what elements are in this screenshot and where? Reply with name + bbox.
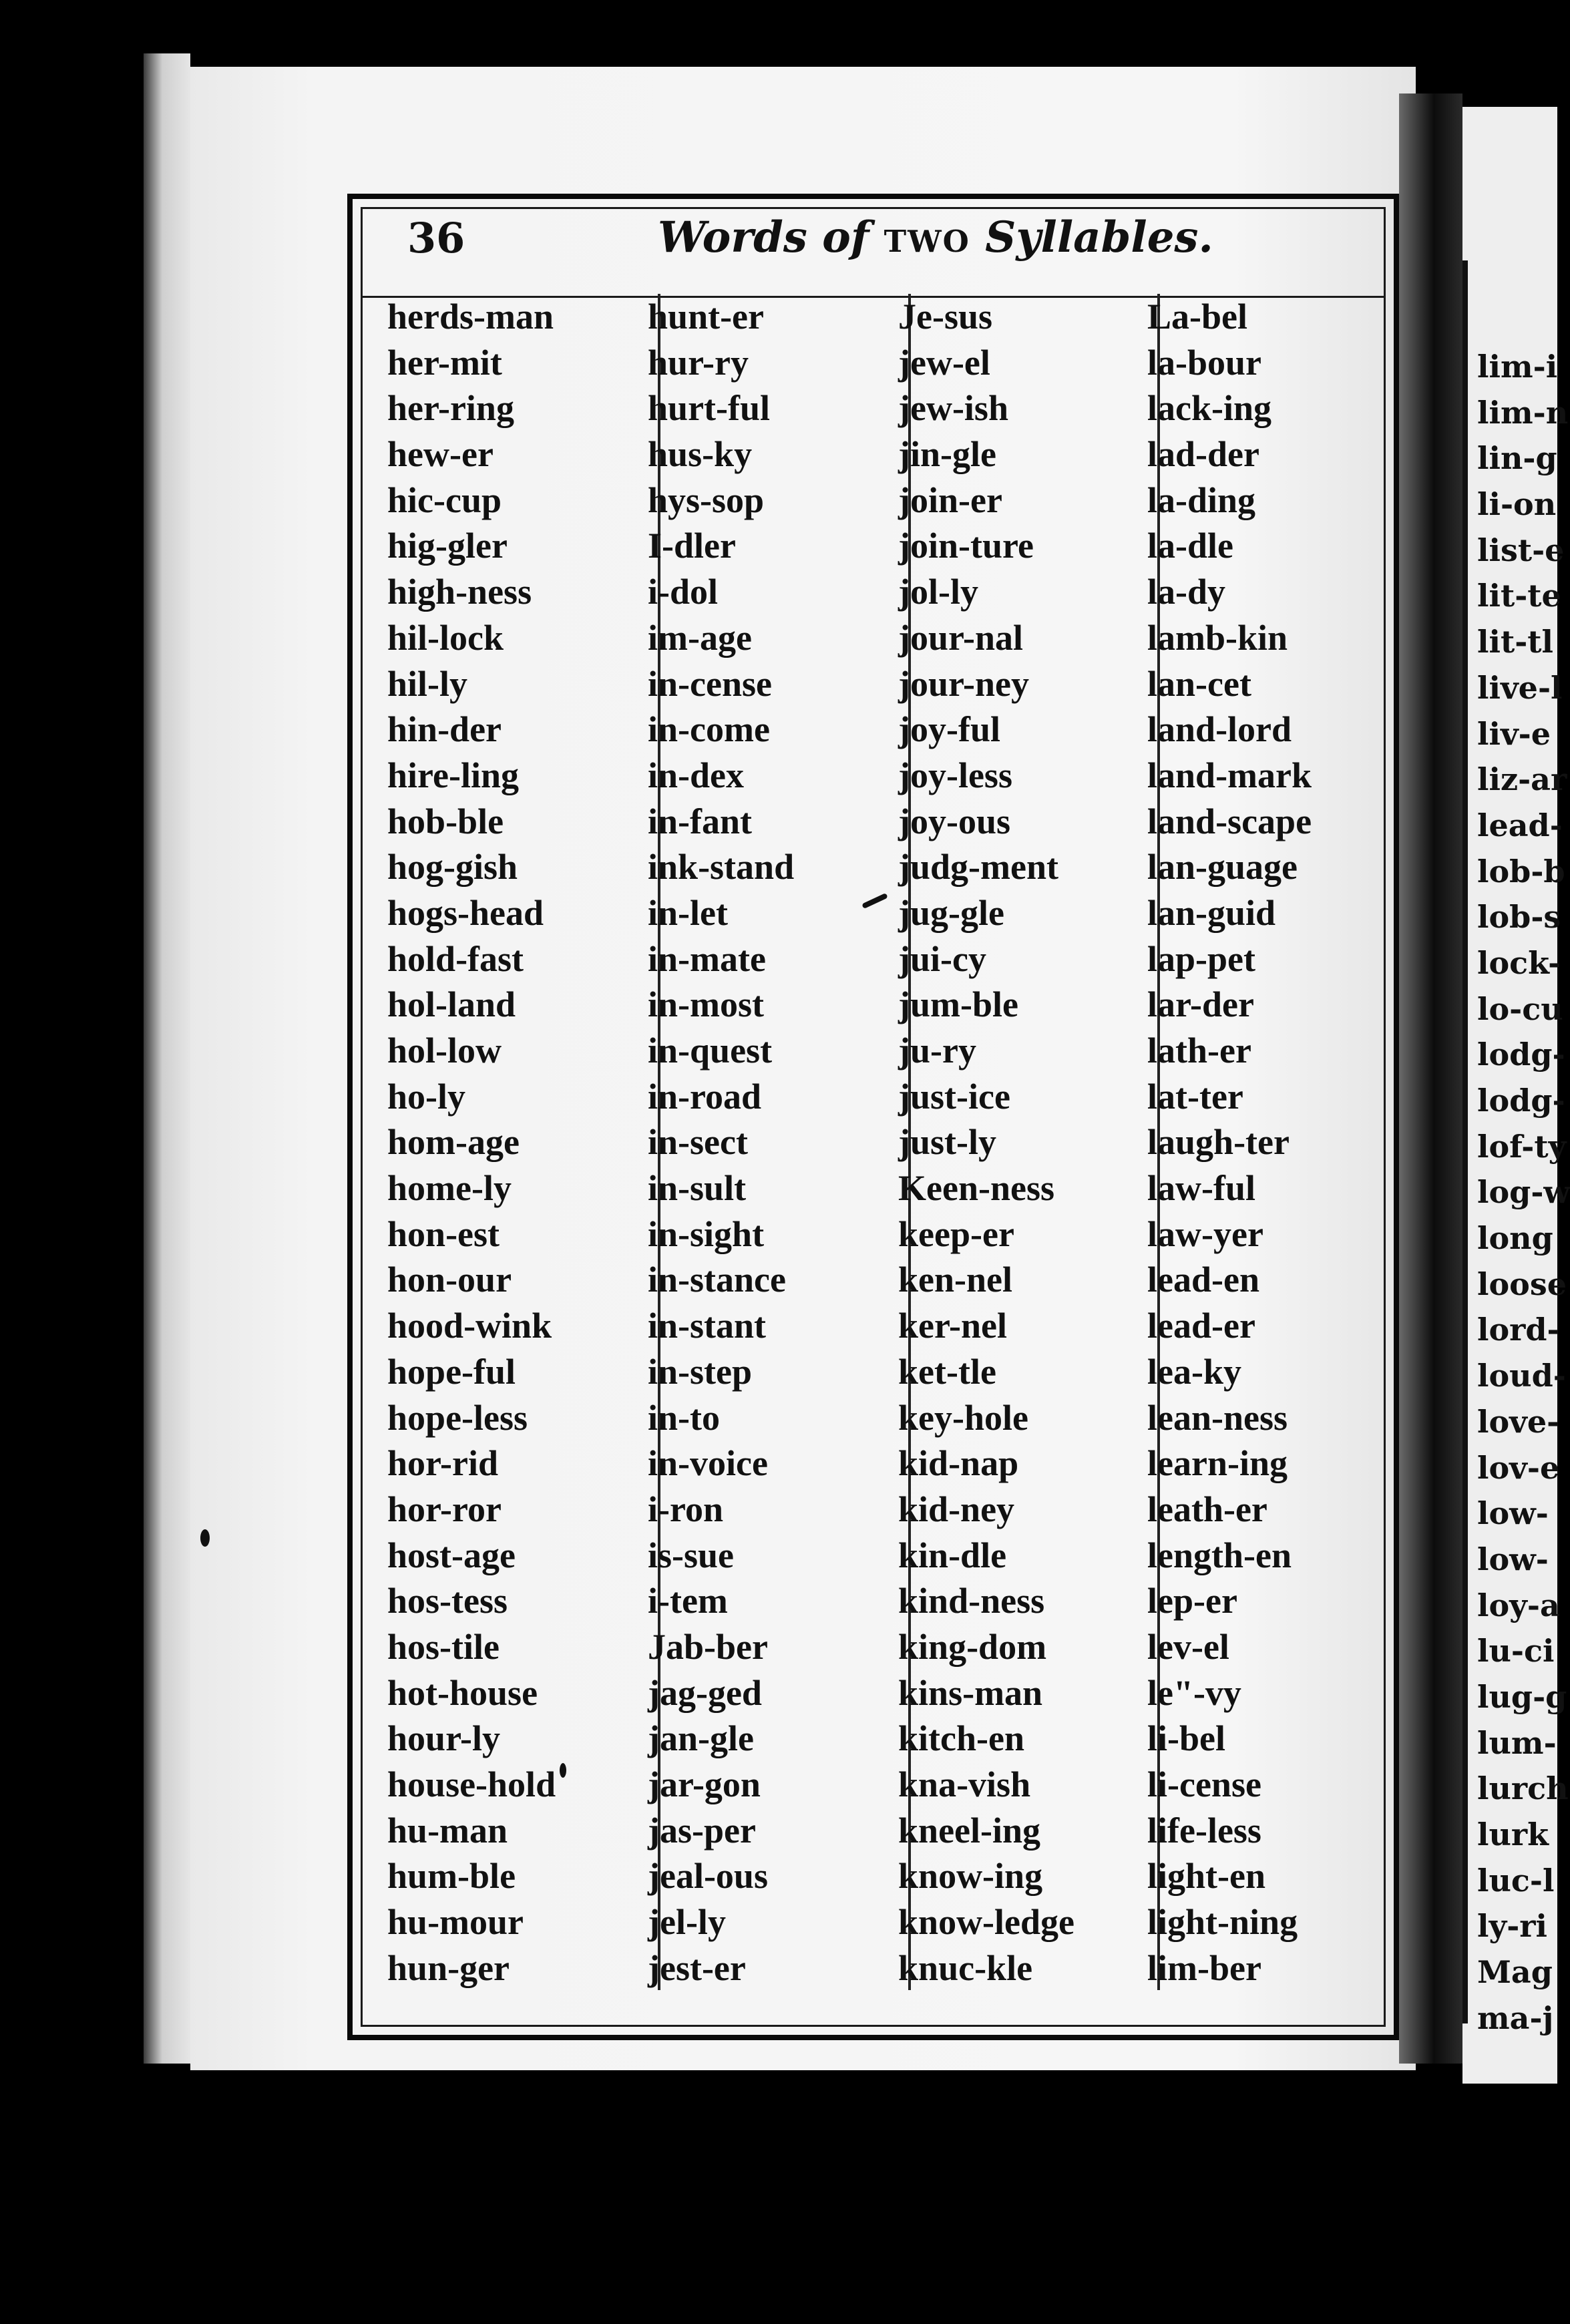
word-entry: lev-el [1147,1626,1229,1667]
word-entry: hope-less [387,1397,528,1438]
word-entry: hob-ble [387,801,504,841]
word-entry: la-ding [1147,479,1256,520]
ink-speck [200,1529,210,1547]
ink-speck [560,1763,566,1778]
facing-word-fragment: lov-e [1477,1449,1560,1486]
facing-word-fragment: lit-tl [1477,624,1554,660]
word-entry: ket-tle [898,1351,996,1392]
facing-word-fragment: liv-e [1477,715,1551,752]
word-entry: hin-der [387,709,502,750]
word-entry: hil-ly [387,663,468,704]
facing-word-fragment: luc-l [1477,1862,1555,1899]
word-entry: knuc-kle [898,1947,1033,1988]
word-entry: hil-lock [387,617,504,658]
word-entry: kid-nap [898,1443,1019,1484]
word-entry: lep-er [1147,1581,1237,1621]
word-entry: just-ice [898,1076,1010,1117]
word-entry: law-ful [1147,1168,1255,1209]
word-entry: hig-gler [387,526,508,566]
word-entry: ker-nel [898,1306,1007,1346]
word-entry: jui-cy [898,938,986,979]
facing-word-fragment: lim-i [1477,349,1558,385]
word-entry: hur-ry [648,342,749,383]
word-entry: joy-ous [898,801,1011,841]
word-entry: hogs-head [387,892,544,933]
word-entry: lead-er [1147,1306,1255,1346]
word-entry: in-stance [648,1260,786,1300]
word-entry: jour-nal [898,617,1023,658]
facing-word-fragment: li-on [1477,486,1557,523]
facing-word-fragment: lob-b [1477,853,1565,890]
word-entry: host-age [387,1535,516,1575]
word-entry: jest-er [648,1947,746,1988]
facing-word-fragment: low- [1477,1495,1549,1532]
word-entry: hu-man [387,1810,508,1851]
word-entry: in-stant [648,1306,767,1346]
word-entry: jew-ish [898,388,1008,429]
word-entry: la-dy [1147,572,1226,612]
word-entry: high-ness [387,572,532,612]
word-entry: lath-er [1147,1030,1251,1071]
word-entry: hum-ble [387,1856,516,1897]
facing-word-fragment: lum- [1477,1724,1557,1761]
page-gutter-shadow [1399,93,1462,2064]
word-entry: lack-ing [1147,388,1272,429]
word-entry: hew-er [387,434,494,475]
word-entry: learn-ing [1147,1443,1288,1484]
word-entry: li-cense [1147,1764,1261,1804]
word-entry: jas-per [648,1810,756,1851]
word-entry: king-dom [898,1626,1047,1667]
word-entry: la-dle [1147,526,1233,566]
word-entry: in-voice [648,1443,768,1484]
word-entry: home-ly [387,1168,512,1209]
word-entry: hun-ger [387,1947,510,1988]
page-number: 36 [407,214,465,262]
word-entry: jew-el [898,342,990,383]
word-entry: jan-gle [648,1718,754,1759]
word-entry: light-en [1147,1856,1266,1897]
word-entry: in-sect [648,1122,748,1163]
facing-frame-line [1462,260,1468,2023]
word-entry: hot-house [387,1672,538,1713]
word-entry: lamb-kin [1147,617,1288,658]
facing-word-fragment: loud- [1477,1358,1566,1394]
word-entry: in-fant [648,801,753,841]
word-entry: land-mark [1147,755,1312,795]
word-entry: li-bel [1147,1718,1225,1759]
word-entry: i-dol [648,572,719,612]
word-entry: jel-ly [648,1902,726,1943]
word-entry: in-sight [648,1213,765,1254]
word-entry: hire-ling [387,755,520,795]
facing-word-fragment: lurch [1477,1770,1569,1807]
word-entry: hour-ly [387,1718,501,1759]
word-entry: in-let [648,892,728,933]
facing-page-fragment [1462,107,1570,2084]
word-entry: lan-cet [1147,663,1251,704]
word-entry: lap-pet [1147,938,1255,979]
word-entry: join-er [898,479,1002,520]
facing-word-fragment: lob-s [1477,899,1561,936]
word-entry: land-scape [1147,801,1312,841]
word-entry: Keen-ness [898,1168,1054,1209]
word-entry: jour-ney [898,663,1029,704]
word-entry: in-to [648,1397,720,1438]
word-entry: length-en [1147,1535,1292,1575]
word-entry: hood-wink [387,1306,552,1346]
word-entry: hic-cup [387,479,502,520]
facing-word-fragment: loose [1477,1266,1567,1302]
word-entry: kins-man [898,1672,1043,1713]
facing-word-fragment: lo-cu [1477,990,1563,1027]
word-entry: ink-stand [648,847,795,888]
word-entry: land-lord [1147,709,1292,750]
word-column-3 [898,294,1074,1991]
word-column-1 [387,294,556,1991]
facing-word-fragment: lord- [1477,1312,1560,1348]
word-entry: hus-ky [648,434,753,475]
word-entry: hope-ful [387,1351,516,1392]
word-entry: lim-ber [1147,1947,1261,1988]
word-entry: la-bour [1147,342,1262,383]
word-entry: jum-ble [898,984,1018,1025]
word-entry: i-ron [648,1489,724,1529]
word-entry: hom-age [387,1122,520,1163]
word-entry: jug-gle [898,892,1004,933]
word-entry: her-ring [387,388,514,429]
word-entry: in-come [648,709,770,750]
word-entry: joy-ful [898,709,1000,750]
word-entry: hor-rid [387,1443,498,1484]
word-entry: herds-man [387,297,554,337]
word-entry: know-ledge [898,1902,1075,1943]
word-entry: hu-mour [387,1902,524,1943]
word-entry: I-dler [648,526,736,566]
word-entry: kneel-ing [898,1810,1041,1851]
facing-word-fragment: low- [1477,1541,1549,1577]
word-entry: in-cense [648,663,772,704]
facing-word-fragment: lin-g [1477,440,1557,477]
word-entry: hurt-ful [648,388,771,429]
facing-word-fragment: lodg- [1477,1036,1565,1073]
word-entry: kitch-en [898,1718,1024,1759]
word-entry: lan-guage [1147,847,1298,888]
word-entry: im-age [648,617,752,658]
facing-word-fragment: ly-ri [1477,1908,1548,1945]
word-entry: her-mit [387,342,502,383]
word-column-4 [1147,294,1312,1991]
word-entry: in-mate [648,938,766,979]
running-head [658,212,1213,262]
word-entry: in-quest [648,1030,773,1071]
word-entry: lean-ness [1147,1397,1288,1438]
facing-word-fragment: lock- [1477,944,1561,981]
word-entry: le"-vy [1147,1672,1241,1713]
word-entry: in-dex [648,755,745,795]
facing-word-fragment: lug-g [1477,1678,1567,1715]
word-entry: house-hold [387,1764,556,1804]
facing-word-fragment: Mag [1477,1954,1553,1991]
word-entry: judg-ment [898,847,1058,888]
word-entry: lead-en [1147,1260,1259,1300]
word-entry: kna-vish [898,1764,1031,1804]
word-entry: key-hole [898,1397,1028,1438]
word-entry: hos-tess [387,1581,508,1621]
word-entry: law-yer [1147,1213,1263,1254]
word-entry: hunt-er [648,297,764,337]
word-entry: ju-ry [898,1030,976,1071]
facing-word-fragment: log-w [1477,1174,1570,1211]
word-entry: life-less [1147,1810,1261,1851]
word-entry: in-road [648,1076,762,1117]
word-entry: keep-er [898,1213,1014,1254]
word-entry: is-sue [648,1535,735,1575]
word-entry: jag-ged [648,1672,762,1713]
word-column-2 [648,294,794,1991]
word-entry: lad-der [1147,434,1259,475]
facing-word-fragment: lurk [1477,1816,1549,1853]
facing-word-fragment: lim-n [1477,394,1569,431]
book-binding-edge [144,53,190,2064]
facing-word-fragment: liz-ar [1477,761,1567,798]
word-entry: just-ly [898,1122,996,1163]
word-entry: leath-er [1147,1489,1267,1529]
word-entry: jar-gon [648,1764,761,1804]
facing-page-word-list [1477,344,1570,2041]
word-entry: hol-land [387,984,516,1025]
word-entry: Je-sus [898,297,993,337]
facing-word-fragment: long [1477,1220,1553,1257]
word-entry: hon-est [387,1213,500,1254]
facing-word-fragment: loy-a [1477,1587,1560,1623]
word-entry: hon-our [387,1260,512,1300]
word-entry: jeal-ous [648,1856,768,1897]
facing-word-fragment: lof-ty [1477,1128,1567,1165]
word-entry: lar-der [1147,984,1254,1025]
word-entry: lan-guid [1147,892,1276,933]
running-head-part-2: two [884,212,970,262]
word-entry: kid-ney [898,1489,1015,1529]
word-entry: join-ture [898,526,1034,566]
word-entry: laugh-ter [1147,1122,1290,1163]
word-entry: hog-gish [387,847,518,888]
running-head-part-1: Words of [658,212,869,262]
word-entry: in-step [648,1351,753,1392]
word-entry: in-most [648,984,764,1025]
word-entry: ho-ly [387,1076,466,1117]
facing-word-fragment: lit-te [1477,578,1561,614]
facing-word-fragment: list-e [1477,532,1565,568]
word-entry: know-ing [898,1856,1043,1897]
word-entry: kin-dle [898,1535,1007,1575]
word-entry: lat-ter [1147,1076,1243,1117]
word-entry: joy-less [898,755,1012,795]
word-entry: hold-fast [387,938,524,979]
word-entry: i-tem [648,1581,728,1621]
word-entry: hor-ror [387,1489,502,1529]
facing-word-fragment: ma-j [1477,1999,1554,2036]
word-entry: light-ning [1147,1902,1298,1943]
word-entry: jin-gle [898,434,996,475]
word-entry: jol-ly [898,572,978,612]
word-entry: kind-ness [898,1581,1045,1621]
facing-word-fragment: lodg- [1477,1083,1565,1119]
word-entry: La-bel [1147,297,1248,337]
facing-word-fragment: lead- [1477,807,1563,843]
facing-word-fragment: love- [1477,1403,1560,1440]
running-head-part-3: Syllables. [985,212,1213,262]
word-entry: in-sult [648,1168,747,1209]
facing-word-fragment: live-l [1477,669,1563,706]
word-entry: ken-nel [898,1260,1013,1300]
word-entry: Jab-ber [648,1626,768,1667]
facing-word-fragment: lu-ci [1477,1633,1555,1670]
word-entry: lea-ky [1147,1351,1241,1392]
word-entry: hos-tile [387,1626,500,1667]
word-entry: hol-low [387,1030,502,1071]
word-entry: hys-sop [648,479,765,520]
